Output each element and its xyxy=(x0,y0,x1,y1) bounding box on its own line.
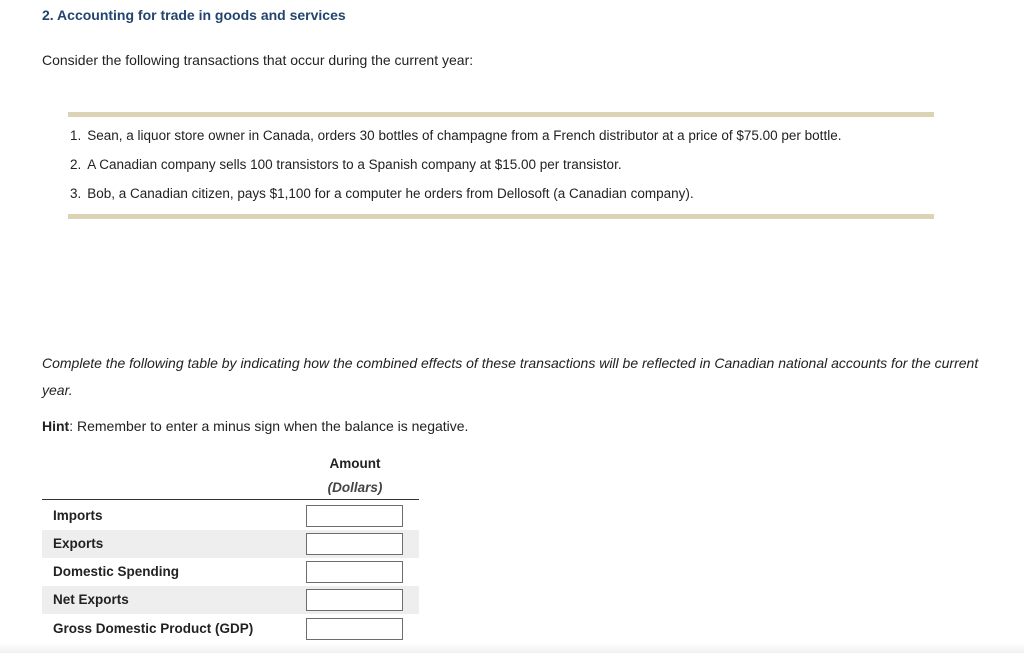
table-row-exports xyxy=(42,530,419,558)
transaction-text: Sean, a liquor store owner in Canada, orders 30 bottles of champagne from a French distributor at a price of $75.00 per bottle. xyxy=(87,128,842,143)
bottom-shadow xyxy=(0,643,1024,653)
row-label: Gross Domestic Product (GDP) xyxy=(53,621,254,636)
table-row-net-exports xyxy=(42,586,419,614)
question-title: 2. Accounting for trade in goods and services xyxy=(42,7,346,23)
transaction-text: Bob, a Canadian citizen, pays $1,100 for a computer he orders from Dellosoft (a Canadian company). xyxy=(87,186,694,201)
transaction-item xyxy=(70,186,694,201)
question-intro: Consider the following transactions that occur during the current year: xyxy=(42,52,474,68)
table-row-gdp xyxy=(42,615,419,643)
exports-input[interactable] xyxy=(306,533,403,555)
amount-column-header: Amount xyxy=(329,456,381,471)
row-label: Domestic Spending xyxy=(53,564,180,579)
domestic-spending-input[interactable] xyxy=(306,561,403,583)
row-label: Imports xyxy=(53,508,103,523)
transaction-item xyxy=(70,157,622,172)
hint-text xyxy=(42,418,468,434)
amount-column-units: (Dollars) xyxy=(327,480,383,495)
table-instructions: Complete the following table by indicating how the combined effects of these transactions will be reflected in Canadian national accounts for the current year. xyxy=(42,355,979,398)
table-header-divider xyxy=(42,499,419,500)
row-label: Net Exports xyxy=(53,592,129,607)
hint-body: : Remember to enter a minus sign when the balance is negative. xyxy=(69,418,469,434)
table-row-imports xyxy=(42,502,419,530)
transaction-text: A Canadian company sells 100 transistors to a Spanish company at $15.00 per transistor. xyxy=(87,157,622,172)
table-row-domestic-spending xyxy=(42,558,419,586)
hint-label: Hint xyxy=(42,418,70,434)
transaction-number: 2. xyxy=(70,157,82,172)
gdp-input[interactable] xyxy=(306,618,403,640)
net-exports-input[interactable] xyxy=(306,589,403,611)
row-label: Exports xyxy=(53,536,104,551)
imports-input[interactable] xyxy=(306,505,403,527)
transaction-number: 3. xyxy=(70,186,82,201)
transaction-number: 1. xyxy=(70,128,82,143)
transactions-box xyxy=(68,112,934,219)
transaction-item xyxy=(70,128,841,143)
